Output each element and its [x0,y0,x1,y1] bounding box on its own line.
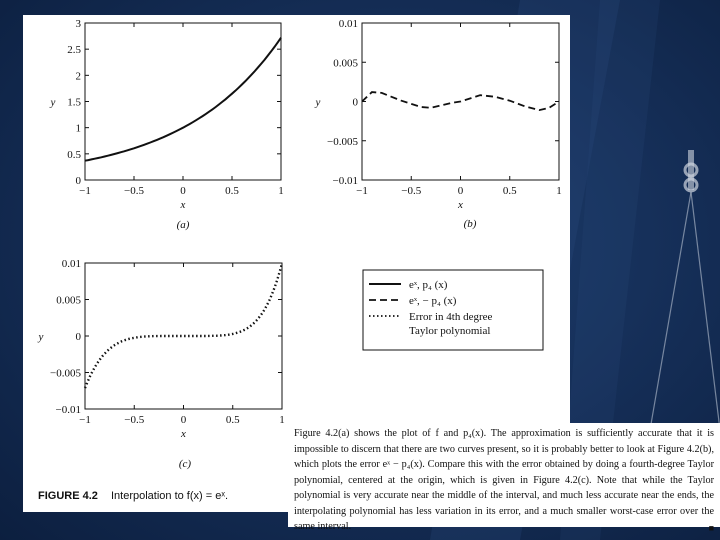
y-tick-label: 0.005 [333,57,358,70]
y-axis-label: y [315,96,321,109]
x-tick-label: 1 [278,185,284,197]
legend-label: Error in 4th degree [409,311,493,323]
x-tick-label: −0.5 [401,185,422,197]
panel-label: (a) [176,219,190,231]
x-tick-label: 1 [556,185,562,197]
chart-legend [363,270,543,350]
y-tick-label: −0.01 [55,404,81,416]
x-tick-label: −1 [79,414,91,426]
x-axis-label: x [181,428,186,440]
y-tick-label: −0.005 [327,135,358,148]
x-tick-label: −0.5 [124,414,145,426]
x-tick-label: −0.5 [124,185,144,197]
y-tick-label: 1.5 [67,96,81,109]
y-tick-label: 2 [75,70,81,83]
end-of-proof-mark: ■ [708,523,714,533]
x-axis-label: x [180,199,186,211]
x-tick-label: −1 [356,185,368,197]
legend-label: eˣ, − p₄ (x) [409,295,457,307]
y-tick-label: 0.005 [56,294,81,307]
x-tick-label: 0.5 [225,414,240,426]
legend-label: eˣ, p₄ (x) [409,279,448,291]
y-tick-label: −0.01 [332,175,358,187]
panel-label: (c) [178,458,192,470]
chart-panel-b [315,18,562,230]
y-tick-label: 3 [75,18,81,30]
chart-panel-a [50,18,284,231]
legend-label-line2: Taylor polynomial [409,325,491,337]
figure-number: FIGURE 4.2 [38,490,98,502]
series-line-solid [85,38,281,161]
y-tick-label: 0.01 [61,258,81,270]
y-axis-label: y [38,331,44,343]
y-tick-label: 1 [75,122,81,135]
series-line-dotted [85,263,282,388]
plot-frame [85,23,281,180]
x-axis-label: x [458,199,463,211]
chart-panel-c [38,258,285,470]
y-tick-label: 0 [75,331,81,343]
y-tick-label: 0 [352,96,358,109]
panel-label: (b) [463,218,477,230]
plot-frame [85,263,282,409]
body-paragraph: Figure 4.2(a) shows the plot of f and p₄(x). The approximation is sufficiently accurate that it is impossible to discern that there are two curves present, so it is probably better to look at Figure 4.2(b), which plots the error eˣ − p₄(x). Compare this with the error obtained by doing a fourth-degree Taylor polynomial, centered at the origin, which is given in Figure 4.2(c). Note that while the Taylor polynomial is very accurate near the middle of the interval, and much less accurate near the ends, the interpolating polynomial has less variation in its error, and a much smaller worst-case error over the same interval. [294,428,714,532]
y-tick-label: 0.01 [338,18,358,30]
x-tick-label: 0 [180,414,187,426]
y-axis-label: y [50,96,56,109]
x-tick-label: 1 [279,414,285,426]
x-tick-label: 0 [180,185,186,197]
y-tick-label: −0.005 [50,367,81,380]
legend-frame [363,270,543,350]
y-tick-label: 0 [75,175,81,187]
y-tick-label: 0.5 [67,148,81,161]
x-tick-label: 0.5 [502,185,517,197]
figure-caption-text: Interpolation to f(x) = eˣ. [110,490,228,502]
y-tick-label: 2.5 [67,44,81,57]
x-tick-label: 0 [457,185,464,197]
x-tick-label: 0.5 [225,185,239,197]
figure-caption [38,490,228,502]
x-tick-label: −1 [79,185,91,197]
series-line-dashed [362,92,559,110]
body-text-block [288,423,720,533]
